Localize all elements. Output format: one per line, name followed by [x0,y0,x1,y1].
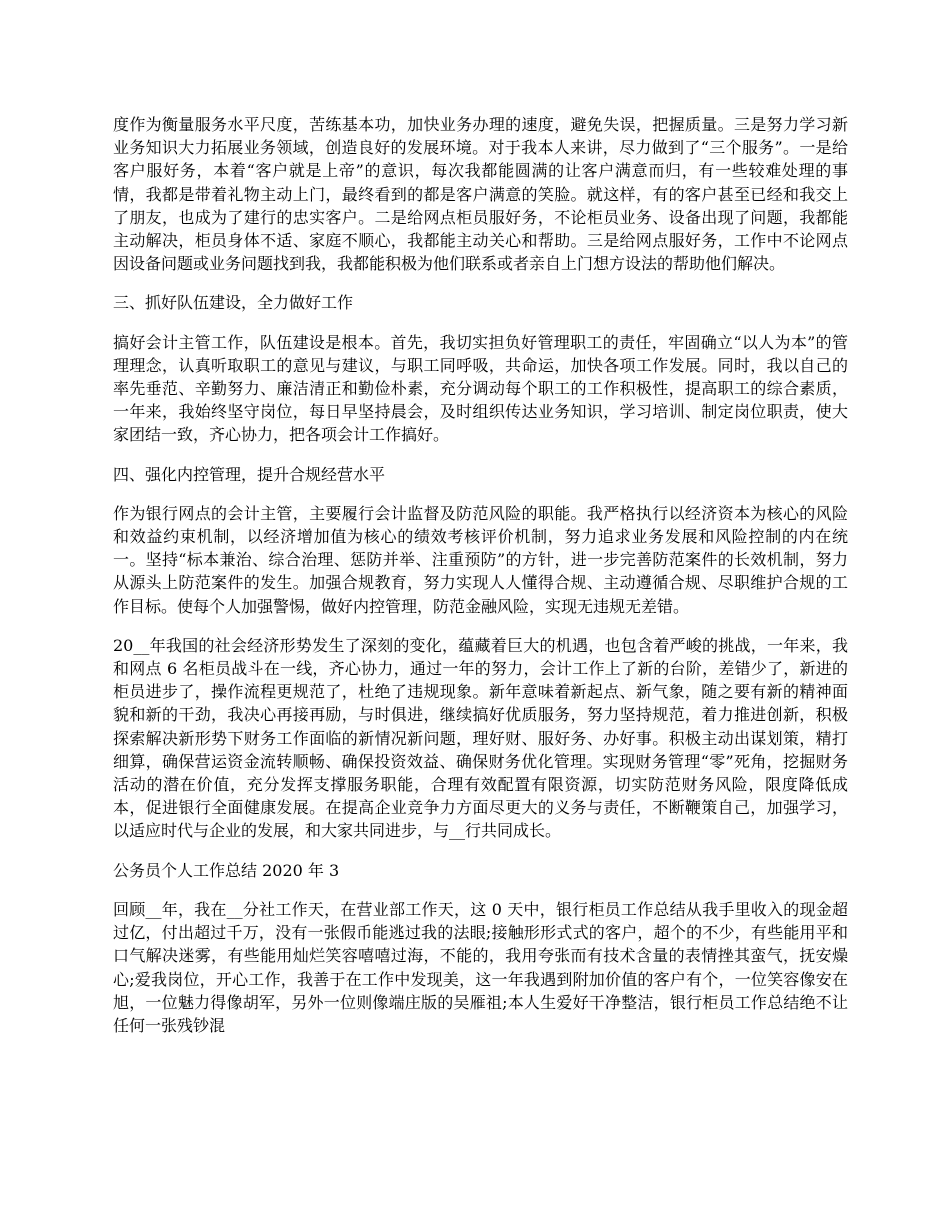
paragraph-service: 度作为衡量服务水平尺度，苦练基本功，加快业务办理的速度，避免失误，把握质量。三是努力学习新业务知识大力拓展业务领域，创造良好的发展环境。对于我本人来讲，尽力做到了“三个服务”。一是给客户服好务，本着“客户就是上帝”的意识，每次我都能圆满的让客户满意而归，有一些较难处理的事情，我都是带着礼物主动上门，最终看到的都是客户满意的笑脸。就这样，有的客户甚至已经和我交上了朋友，也成为了建行的忠实客户。二是给网点柜员服好务，不论柜员业务、设备出现了问题，我都能主动解决，柜员身体不适、家庭不顺心，我都能主动关心和帮助。三是给网点服好务，工作中不论网点因设备问题或业务问题找到我，我都能积极为他们联系或者亲自上门想方设法的帮助他们解决。 [113,115,848,274]
paragraph-team: 搞好会计主管工作，队伍建设是根本。首先，我切实担负好管理职工的责任，牢固确立“以人为本”的管理理念，认真听取职工的意见与建议，与职工同呼吸，共命运，加快各项工作发展。同时，我以自己的率先垂范、辛勤努力、廉洁清正和勤俭朴素，充分调动每个职工的工作积极性，提高职工的综合素质，一年来，我始终坚守岗位，每日早坚持晨会，及时组织传达业务知识，学习培训、制定岗位职责，使大家团结一致，齐心协力，把各项会计工作搞好。 [113,332,848,445]
paragraph-review: 回顾__年，我在__分社工作天，在营业部工作天，这 0 天中，银行柜员工作总结从我手里收入的现金超过亿，付出超过千万，没有一张假币能逃过我的法眼;接触形形式式的客户，超个的不少，有些能用平和口气解决迷雾，有些能用灿烂笑容嘻嘻过海，不能的，我用夸张而有技术含量的表情挫其蛮气，抚安燥心;爱我岗位，开心工作，我善于在工作中发现美，这一年我遇到附加价值的客户有个，一位笑容像安在旭，一位魅力得像胡军，另外一位则像端庄版的吴雁祖;本人生爱好干净整洁，银行柜员工作总结绝不让任何一张残钞混 [113,899,848,1035]
paragraph-outlook: 20__年我国的社会经济形势发生了深刻的变化，蕴藏着巨大的机遇，也包含着严峻的挑战，一年来，我和网点 6 名柜员战斗在一线，齐心协力，通过一年的努力，会计工作上了新的台阶，差错少了，新进的柜员进步了，操作流程更规范了，杜绝了违规现象。新年意味着新起点、新气象，随之要有新的精神面貌和新的干劲，我决心再接再励，与时俱进，继续搞好优质服务，努力坚持规范，着力推进创新，积极探索解决新形势下财务工作面临的新情况新问题，理好财、服好务、办好事。积极主动出谋划策，精打细算，确保营运资金流转顺畅、确保投资效益、确保财务优化管理。实现财务管理“零”死角，挖掘财务活动的潜在价值，充分发挥支撑服务职能，合理有效配置有限资源，切实防范财务风险，限度降低成本，促进银行全面健康发展。在提高企业竞争力方面尽更大的义务与责任，不断鞭策自己，加强学习，以适应时代与企业的发展，和大家共同进步，与__行共同成长。 [113,635,848,841]
section-heading-control: 四、强化内控管理，提升合规经营水平 [113,464,386,484]
document-subtitle: 公务员个人工作总结 2020 年 3 [113,860,340,880]
section-heading-team: 三、抓好队伍建设，全力做好工作 [113,293,354,313]
paragraph-control: 作为银行网点的会计主管，主要履行会计监督及防范风险的职能。我严格执行以经济资本为核心的风险和效益约束机制，以经济增加值为核心的绩效考核评价机制，努力追求业务发展和风险控制的内在统一。坚持“标本兼治、综合治理、惩防并举、注重预防”的方针，进一步完善防范案件的长效机制，努力从源头上防范案件的发生。加强合规教育，努力实现人人懂得合规、主动遵循合规、尽职维护合规的工作目标。使每个人加强警惕，做好内控管理，防范金融风险，实现无违规无差错。 [113,503,848,616]
document-page [113,113,848,1053]
